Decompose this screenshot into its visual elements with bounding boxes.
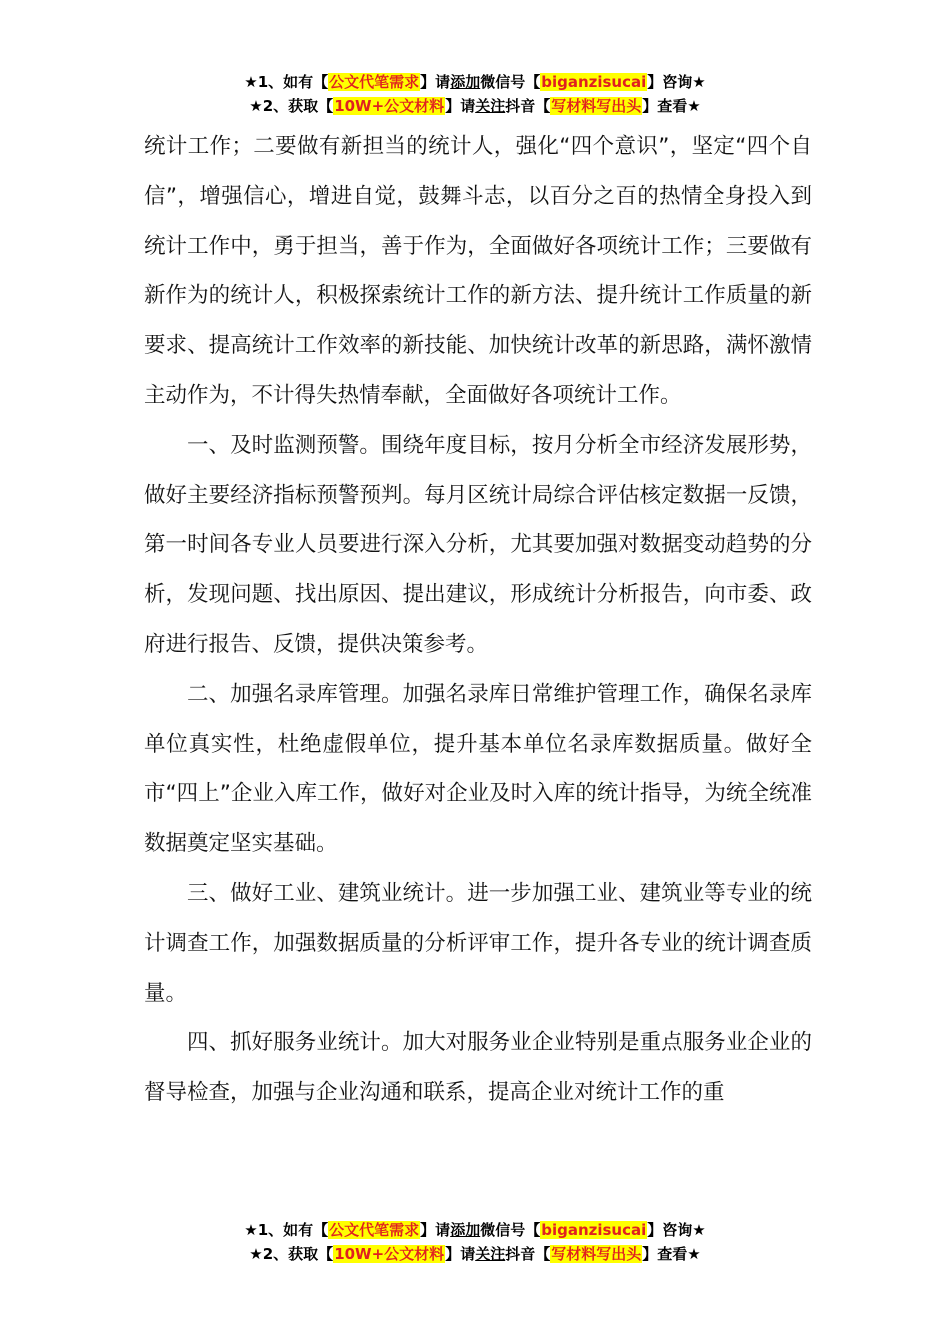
banner-line-2: ★2、获取【10W+公文材料】请关注抖音【写材料写出头】查看★ xyxy=(249,1245,701,1263)
footer-banner xyxy=(0,1218,950,1266)
banner-highlight: 10W+公文材料 xyxy=(334,1245,445,1263)
banner-highlight: biganzisucai xyxy=(541,73,647,91)
banner-highlight: 10W+公文材料 xyxy=(334,97,445,115)
header-banner xyxy=(0,70,950,118)
paragraph-item-2: 二、加强名录库管理。加强名录库日常维护管理工作，确保名录库单位真实性，杜绝虚假单位，提升基本单位名录库数据质量。做好全市“四上”企业入库工作，做好对企业及时入库的统计指导，为统全统准数据奠定坚实基础。 xyxy=(144,681,812,857)
banner-line-2: ★2、获取【10W+公文材料】请关注抖音【写材料写出头】查看★ xyxy=(249,97,701,115)
paragraph-item-1: 一、及时监测预警。围绕年度目标，按月分析全市经济发展形势，做好主要经济指标预警预判。每月区统计局综合评估核定数据一反馈，第一时间各专业人员要进行深入分析，尤其要加强对数据变动趋势的分析，发现问题、找出原因、提出建议，形成统计分析报告，向市委、政府进行报告、反馈，提供决策参考。 xyxy=(144,432,812,657)
banner-highlight: 公文代笔需求 xyxy=(329,1221,420,1239)
banner-highlight: 公文代笔需求 xyxy=(329,73,420,91)
document-body xyxy=(144,122,812,1118)
banner-highlight: biganzisucai xyxy=(541,1221,647,1239)
banner-highlight: 写材料写出头 xyxy=(551,1245,642,1263)
banner-highlight: 写材料写出头 xyxy=(551,97,642,115)
paragraph-item-3: 三、做好工业、建筑业统计。进一步加强工业、建筑业等专业的统计调查工作，加强数据质量的分析评审工作，提升各专业的统计调查质量。 xyxy=(144,880,812,1006)
paragraph-item-4: 四、抓好服务业统计。加大对服务业企业特别是重点服务业企业的督导检查，加强与企业沟通和联系，提高企业对统计工作的重 xyxy=(144,1030,812,1106)
paragraph-continuation: 统计工作；二要做有新担当的统计人，强化“四个意识”，坚定“四个自信”，增强信心，增进自觉，鼓舞斗志，以百分之百的热情全身投入到统计工作中，勇于担当，善于作为，全面做好各项统计工作；三要做有新作为的统计人，积极探索统计工作的新方法、提升统计工作质量的新要求、提高统计工作效率的新技能、加快统计改革的新思路，满怀激情主动作为，不计得失热情奉献，全面做好各项统计工作。 xyxy=(144,134,812,408)
banner-line-1: ★1、如有【公文代笔需求】请添加微信号【biganzisucai】咨询★ xyxy=(244,73,706,91)
banner-line-1: ★1、如有【公文代笔需求】请添加微信号【biganzisucai】咨询★ xyxy=(244,1221,706,1239)
